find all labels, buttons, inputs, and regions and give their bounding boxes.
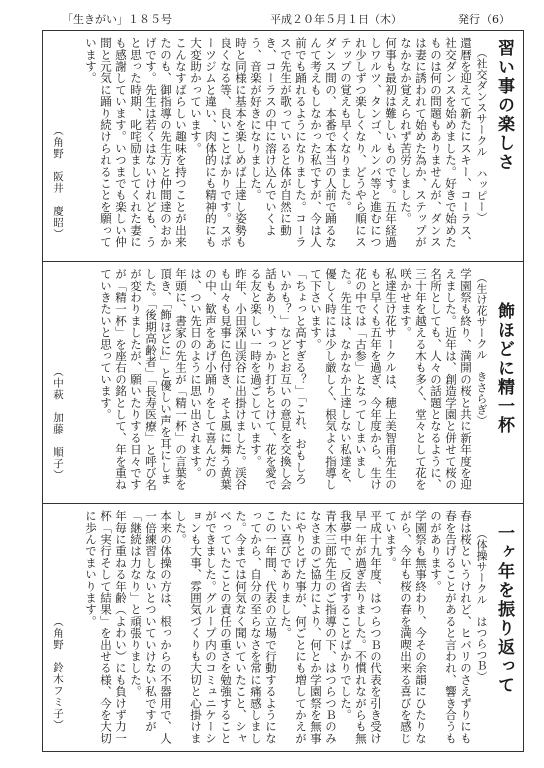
article-group: （体操サークル はつらつＢ） <box>475 528 488 682</box>
article-body: 還暦を迎えて新たにスキー、コーラス、社交ダンスを始めました。好きで始めたものは何の問題もありませんが、ダンスは妻に誘われて始めた為か、ステップがなかなか覚えられず苦労しました。 何事も最初は難しいものです。五年経過しワルツ、タンゴ、ルンバ等と進むにつれ少しずつ楽しくなり、どうやら順にステップの覚えも早くなりました。 ダンス間の、本番で本当の人前で踊るなんて考えもしなかった私ですが、今は人前でも踊れるようになりました。コーラスで先生が歌っていると体が自然に動き、コーラスの中に溶け込んでいくよう、音楽が好きになりました。 時と同様に基本を楽しめば上達し姿勢も良くなる等、良いことばかりです。スポーツジムと違い、肉体的にも精神的にも大変助かっています。 こんなすばらしい趣味を持つことが出来たのも、御指導の先生方と仲間達のおかげです。先生は若くはないけれども、うと思った時期、叱咤励ましてくれた妻にも感謝しています。いつまでも楽しい仲間と元気に踊り続けられることを願っています。 <box>84 37 473 248</box>
article-year-review <box>43 504 523 752</box>
article-title: 習い事の楽しさ <box>494 39 514 172</box>
article-body: 学園祭も終り、満開の桜と共に新年度を迎えました。近年は、創造学園と併せて桜の名所としても、人々の話題となるように、三十年を越える木も多く、堂々として花を咲かせます。 私達生け花サークルは、穂上美智甫先生のもと早くも五年を過ぎ、今年度から、生け花の中では「古参」となってしまいました。先生は、なかなか上達しない私達を、優しく時には少し厳しく、根気よく指導して下さいます。 「ちょっと高すぎる？」「これ、おもしろいかも？」などとお互いの意見を交換し会話もあり、すっかり打ちとけて、花を愛でる友と楽しい一時を過ごしています。 昨年、小田深山渓谷に出掛けました。渓谷も山々も見事に色付き、そよ風に舞う黄葉の中、歓声をあげ小踊りをして喜んだのは、つい先日のように思い出されます。 年頭に、書家の先生が「精一杯」の言葉を頂き、「飾ほどに」と優しい声を耳にしました。「後期高齢者」「長寿医療」と呼び名が変わりましたが、願いたりする日々ですが「精一杯」を座右の銘として、年を重ねていきたいと思っています。 <box>99 268 473 491</box>
article-author: （中萩 加藤 順子） <box>52 366 64 481</box>
article-title: 一ヶ年を振り返って <box>494 524 514 695</box>
newsletter-frame <box>42 30 524 752</box>
page-number: （6） <box>481 13 510 26</box>
article-group: （生け花サークル きさらぎ） <box>475 272 488 426</box>
article-group: （社交ダンスサークル ハッピー） <box>475 47 488 223</box>
article-body: 春は桜というけれど、ヒバリのさえずりにも春を告げることがあると言われ、響き合うものがあります。 学園祭も無事終わり、今その余韻にひたりながら、今年も桜の春を満喫出来る喜びを感じています。 平成十九年度、はつらつＢの代表を引き受け早一年が過ぎ去りました。不慣れながらも無我夢中で、反省することばかりでした。 青木三郎先生のご指導の下、はつらつＢのみなさまのご協力により、何とか学園祭を無事にやりとげた事が、何ごとにも増してかえがたい喜びでありました。 この一年間、代表の立場で行動するようになってから、自分の至らなさを常に痛感しました。今までは何気なく聞いていたこと、シャベっていたことの責任の重さを勉強することができました。グループ内のコミュニケーションも大事、雰囲気づくりも大切と心掛けました。 本来の体操の方は、根っからの不器用で、人一倍練習しないとついていけない私ですが「継続は力なり」と頑張りました。 年毎に重ねる年齢（よわい）にも負けず力一杯「実行そして結果」を出せる様、今を大切に歩んでまいります。 <box>84 510 473 744</box>
publication-name: 「生きがい」１８５号 <box>62 13 172 26</box>
issue-date: 平成２０年５月１日（木） <box>270 13 402 26</box>
article-ikebana <box>43 262 523 502</box>
article-author: （角野 鈴木フミ子） <box>52 616 64 731</box>
issued-label: 発行 <box>458 13 480 26</box>
article-practice-joy <box>43 31 523 261</box>
page-header <box>40 12 524 28</box>
article-author: （角野 阪井 慶昭） <box>52 125 64 240</box>
article-title: 飾ほどに精一杯 <box>494 302 514 435</box>
